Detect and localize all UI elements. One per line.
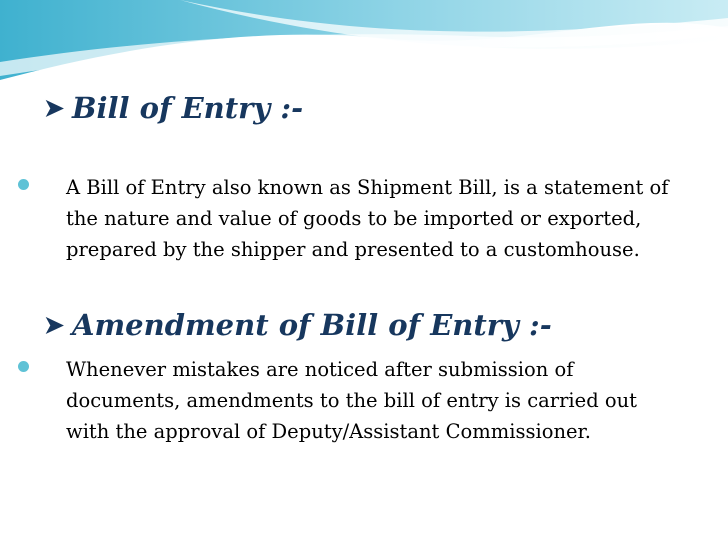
arrow-bullet-icon: ➤ [44,310,65,339]
arrow-bullet-icon: ➤ [44,93,65,122]
heading-text: Amendment of Bill of Entry :- [72,308,552,342]
bullet-text: Whenever mistakes are noticed after submission of documents, amendments to the bill of entry is carried out with the approval of Deputy/Assistant Commissioner. [66,358,638,443]
bullet-dot-icon [18,361,29,372]
bullet-text: A Bill of Entry also known as Shipment Bill, is a statement of the nature and value of goods to be imported or exported, prepared by the shipper and presented to a customhouse. [66,176,669,261]
heading-text: Bill of Entry :- [72,91,304,125]
bullet-dot-icon [18,179,29,190]
